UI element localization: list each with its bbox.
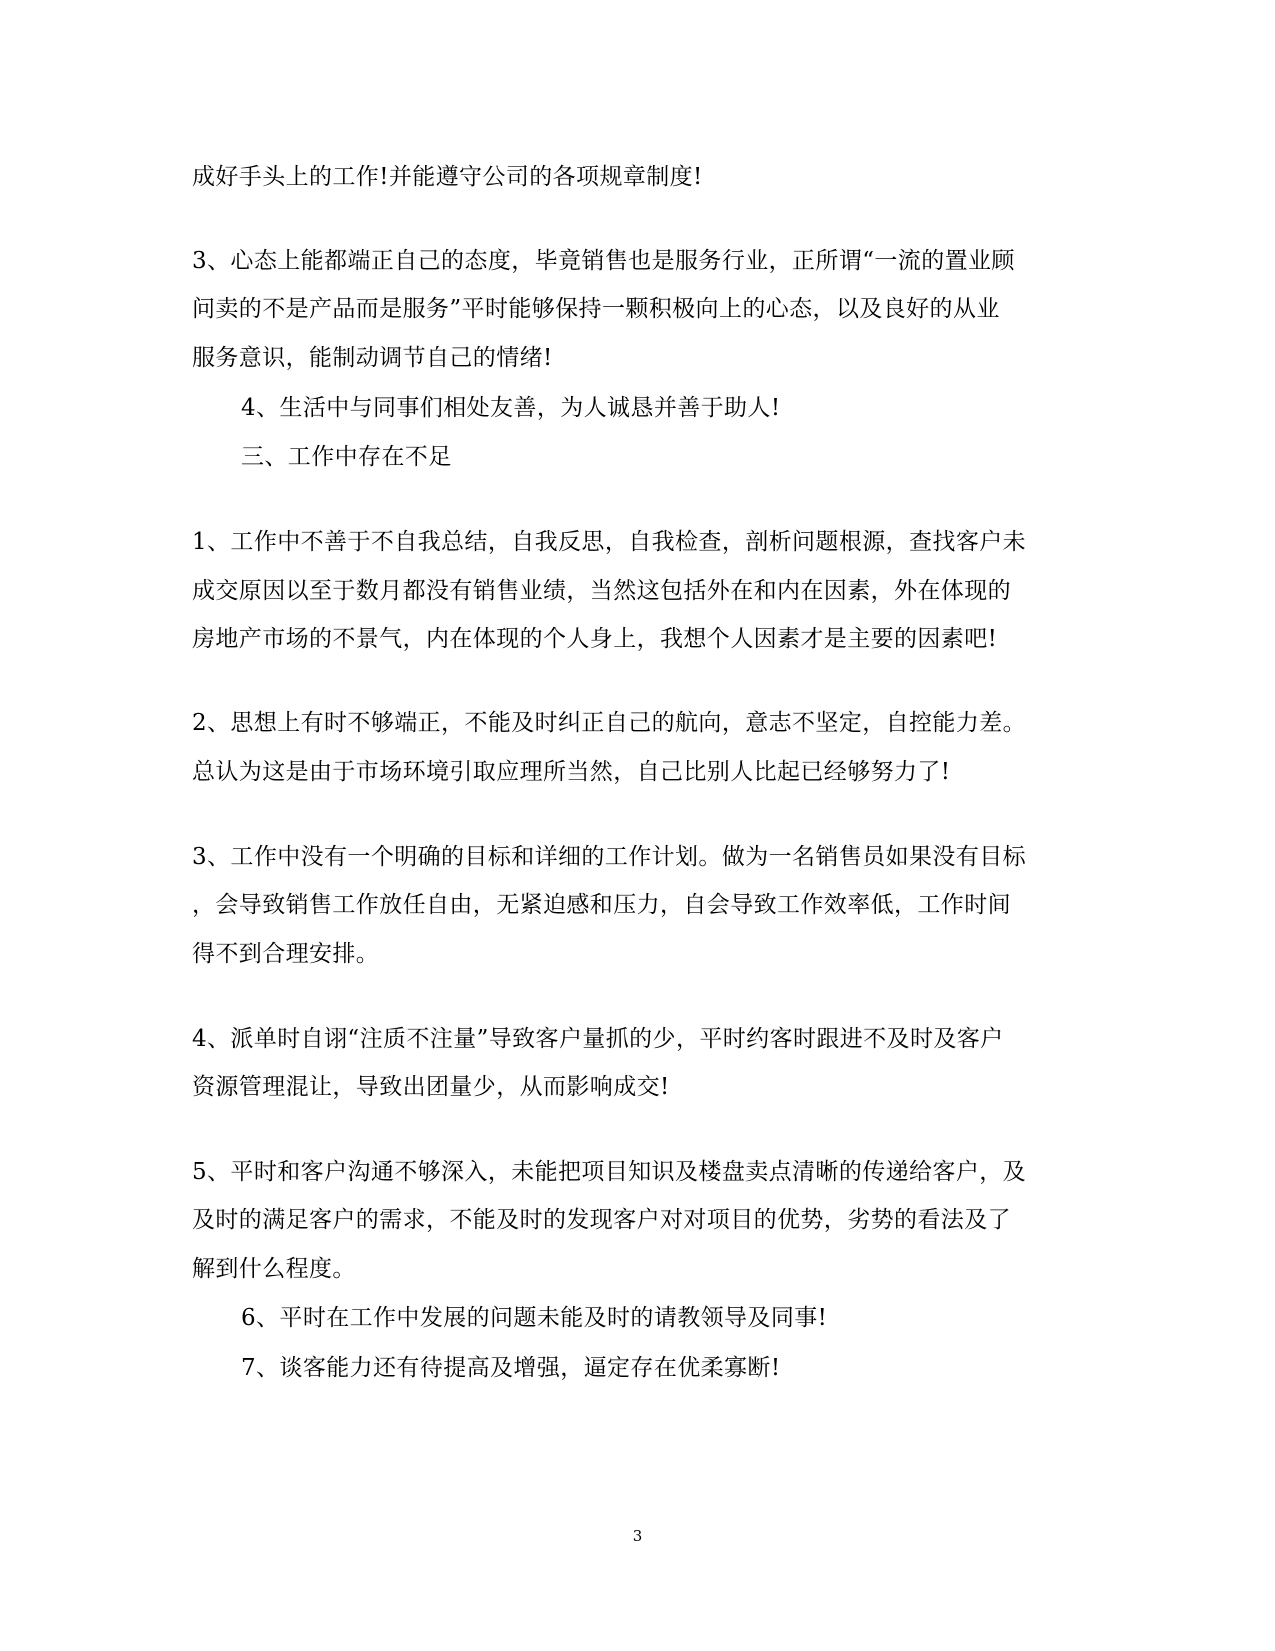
- text-line: 3、心态上能都端正自己的态度，毕竟销售也是服务行业，正所谓“一流的置业顾: [192, 248, 1015, 274]
- text-line: 7、谈客能力还有待提高及增强，逼定存在优柔寡断!: [241, 1355, 781, 1381]
- page-number: 3: [632, 1527, 643, 1545]
- text-line: 房地产市场的不景气，内在体现的个人身上，我想个人因素才是主要的因素吧!: [192, 626, 998, 652]
- text-line: 问卖的不是产品而是服务”平时能够保持一颗积极向上的心态，以及良好的从业: [192, 296, 1000, 322]
- text-line: 成交原因以至于数月都没有销售业绩，当然这包括外在和内在因素，外在体现的: [192, 578, 1011, 604]
- text-line: 及时的满足客户的需求，不能及时的发现客户对对项目的优势，劣势的看法及了: [192, 1207, 1011, 1233]
- text-line: 5、平时和客户沟通不够深入，未能把项目知识及楼盘卖点清晰的传递给客户，及: [192, 1159, 1027, 1185]
- text-line: 1、工作中不善于不自我总结，自我反思，自我检查，剖析问题根源，查找客户未: [192, 529, 1027, 555]
- text-line: 解到什么程度。: [192, 1256, 356, 1282]
- text-line: 资源管理混让，导致出团量少，从而影响成交!: [192, 1074, 670, 1100]
- text-line: 4、派单时自诩“注质不注量”导致客户量抓的少，平时约客时跟进不及时及客户: [192, 1026, 1004, 1052]
- text-line: 4、生活中与同事们相处友善，为人诚恳并善于助人!: [241, 395, 781, 421]
- text-line: 总认为这是由于市场环境引取应理所当然，自己比别人比起已经够努力了!: [192, 759, 951, 785]
- section-heading: 三、工作中存在不足: [241, 444, 452, 470]
- text-line: 6、平时在工作中发展的问题未能及时的请教领导及同事!: [241, 1305, 828, 1331]
- text-line: 2、思想上有时不够端正，不能及时纠正自己的航向，意志不坚定，自控能力差。: [192, 710, 1027, 736]
- text-line: 得不到合理安排。: [192, 941, 380, 967]
- text-line: 成好手头上的工作!并能遵守公司的各项规章制度!: [192, 164, 703, 190]
- text-line: 服务意识，能制动调节自己的情绪!: [192, 345, 553, 371]
- text-line: 3、工作中没有一个明确的目标和详细的工作计划。做为一名销售员如果没有目标: [192, 844, 1027, 870]
- text-line: ，会导致销售工作放任自由，无紧迫感和压力，自会导致工作效率低，工作时间: [192, 892, 1011, 918]
